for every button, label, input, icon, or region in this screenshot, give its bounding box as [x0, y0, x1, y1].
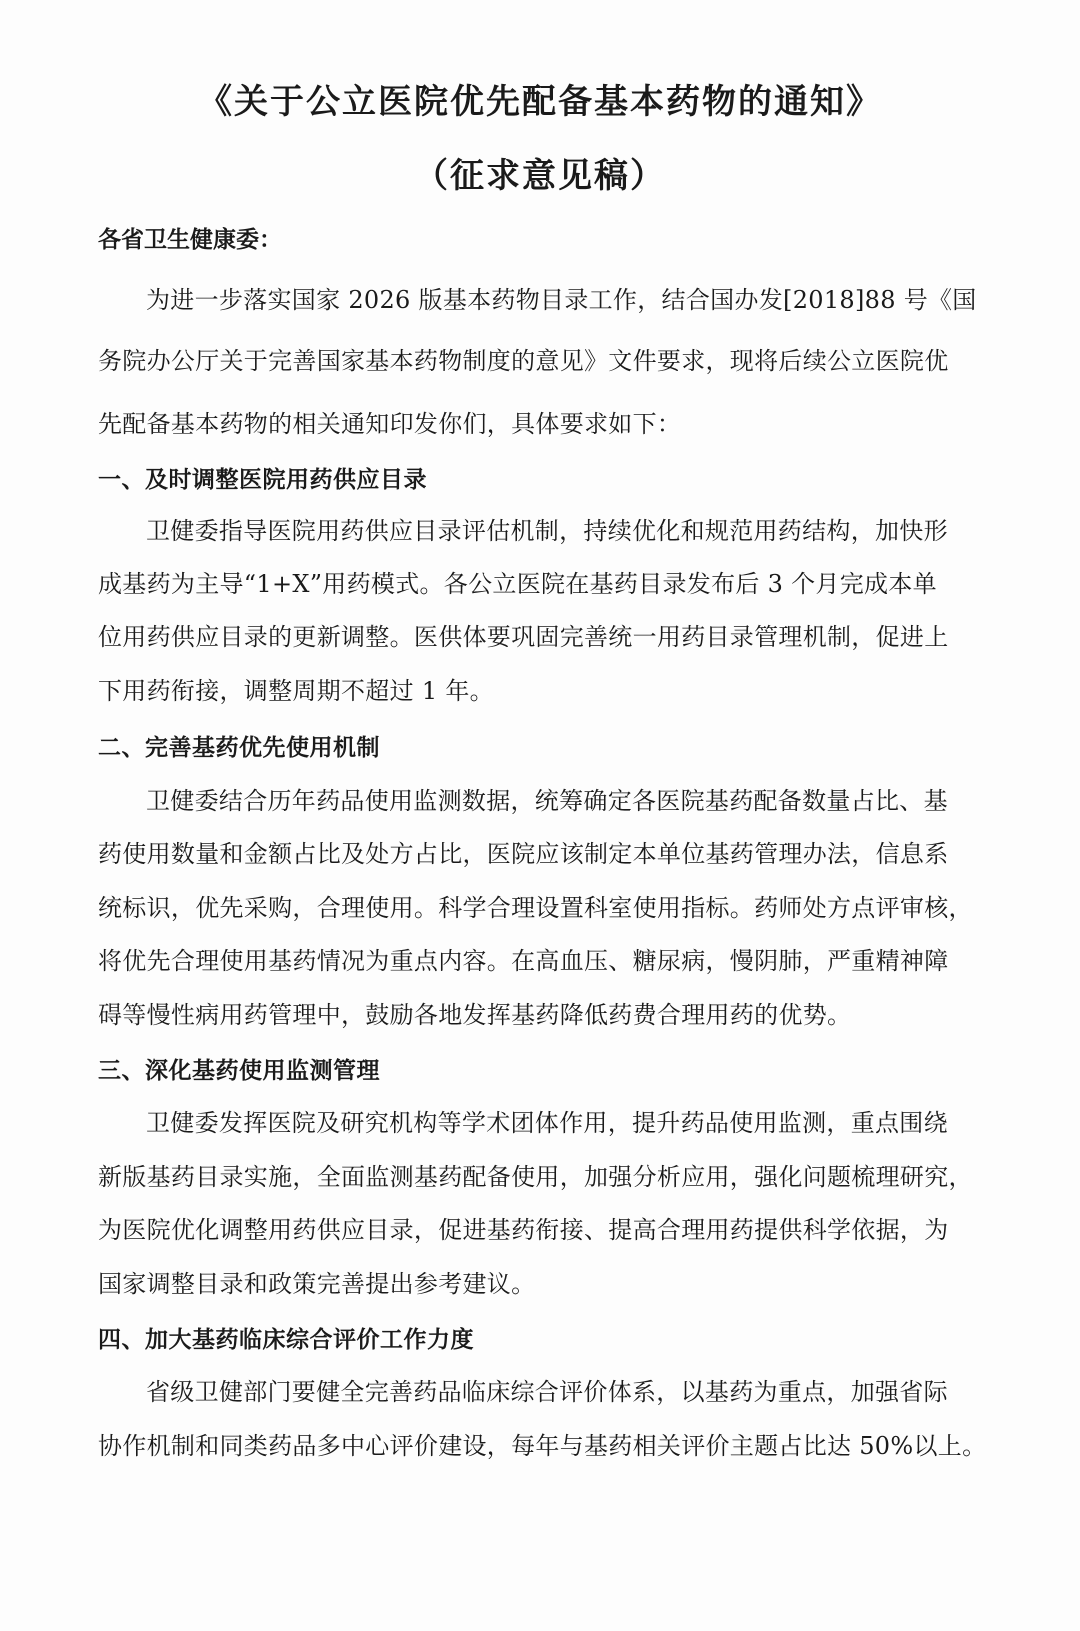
section-1-line-3: 位用药供应目录的更新调整。医供体要巩固完善统一用药目录管理机制，促进上 — [98, 623, 949, 651]
section-2-line-3: 统标识，优先采购，合理使用。科学合理设置科室使用指标。药师处方点评审核， — [98, 894, 973, 922]
section-3-heading: 三、深化基药使用监测管理 — [98, 1057, 380, 1084]
intro-line-2: 务院办公厅关于完善国家基本药物制度的意见》文件要求，现将后续公立医院优 — [98, 347, 949, 375]
section-4-heading: 四、加大基药临床综合评价工作力度 — [98, 1326, 474, 1353]
section-1-line-2: 成基药为主导“1+X”用药模式。各公立医院在基药目录发布后 3 个月完成本单 — [98, 570, 937, 598]
intro-line-3: 先配备基本药物的相关通知印发你们，具体要求如下： — [98, 410, 682, 438]
section-1-line-1: 卫健委指导医院用药供应目录评估机制，持续优化和规范用药结构，加快形 — [146, 517, 948, 545]
section-2-heading: 二、完善基药优先使用机制 — [98, 734, 380, 761]
section-3-line-4: 国家调整目录和政策完善提出参考建议。 — [98, 1270, 536, 1298]
section-3-line-3: 为医院优化调整用药供应目录，促进基药衔接、提高合理用药提供科学依据，为 — [98, 1216, 949, 1244]
section-3-line-1: 卫健委发挥医院及研究机构等学术团体作用，提升药品使用监测，重点围绕 — [146, 1109, 948, 1137]
section-4-line-1: 省级卫健部门要健全完善药品临床综合评价体系，以基药为重点，加强省际 — [146, 1378, 948, 1406]
document-title: 《关于公立医院优先配备基本药物的通知》 — [198, 82, 882, 122]
document-subtitle: （征求意见稿） — [414, 156, 666, 196]
section-1-heading: 一、及时调整医院用药供应目录 — [98, 466, 427, 493]
intro-line-1: 为进一步落实国家 2026 版基本药物目录工作，结合国办发[2018]88 号《国 — [146, 286, 977, 314]
section-4-line-2: 协作机制和同类药品多中心评价建设，每年与基药相关评价主题占比达 50%以上。 — [98, 1432, 987, 1460]
salutation: 各省卫生健康委： — [98, 226, 282, 253]
section-3-line-2: 新版基药目录实施，全面监测基药配备使用，加强分析应用，强化问题梳理研究， — [98, 1163, 973, 1191]
section-2-line-5: 碍等慢性病用药管理中，鼓励各地发挥基药降低药费合理用药的优势。 — [98, 1001, 852, 1029]
section-1-line-4: 下用药衔接，调整周期不超过 1 年。 — [98, 677, 494, 705]
section-2-line-1: 卫健委结合历年药品使用监测数据，统筹确定各医院基药配备数量占比、基 — [146, 787, 948, 815]
section-2-line-2: 药使用数量和金额占比及处方占比，医院应该制定本单位基药管理办法，信息系 — [98, 840, 949, 868]
section-2-line-4: 将优先合理使用基药情况为重点内容。在高血压、糖尿病，慢阴肺，严重精神障 — [98, 947, 949, 975]
